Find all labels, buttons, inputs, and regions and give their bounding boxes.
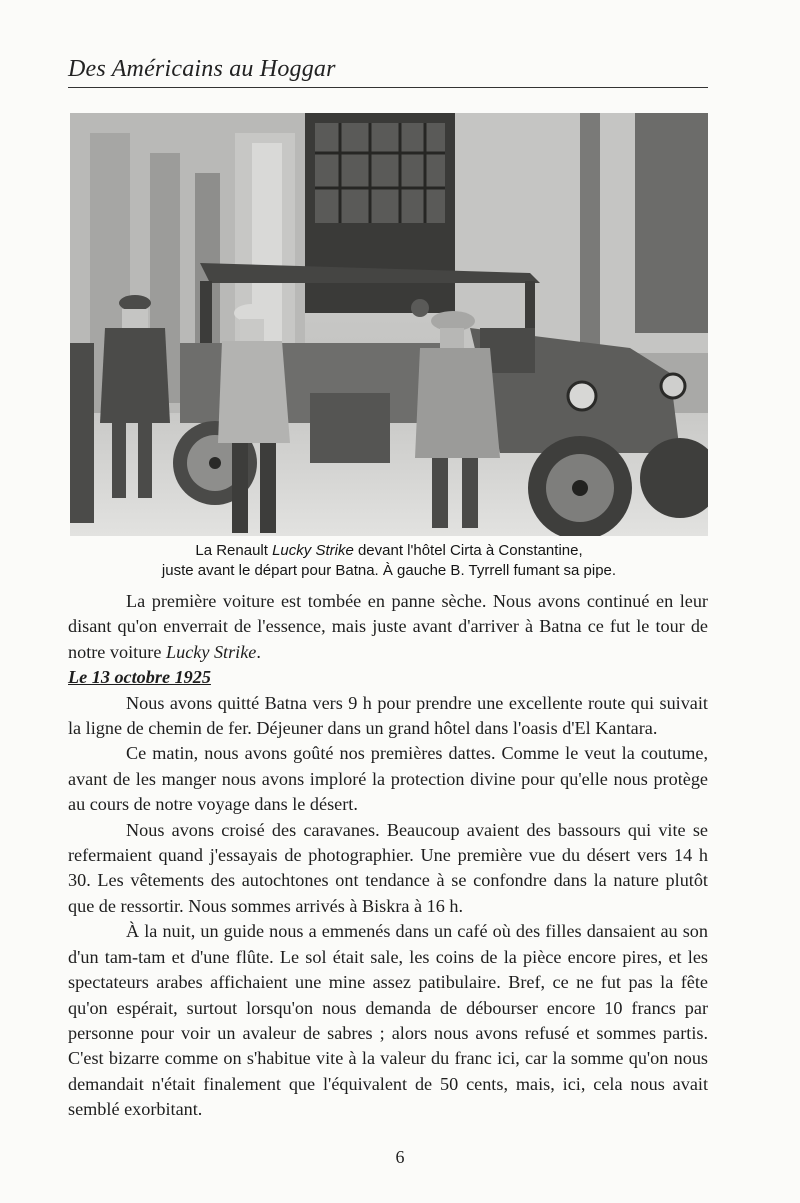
paragraph-text: La première voiture est tombée en panne sèche. Nous avons continué en leur disant qu'on enverrait de l'essence, mais juste avant d'arriver à Batna ce fut le tour de notre voiture [68, 591, 708, 662]
paragraph: Nous avons quitté Batna vers 9 h pour prendre une excellente route qui suivait la ligne de chemin de fer. Déjeuner dans un grand hôtel dans l'oasis d'El Kantara. [68, 692, 708, 739]
body-text [68, 589, 708, 1123]
caption-text: La Renault [195, 542, 273, 559]
page-number: 6 [395, 1147, 405, 1167]
caption-line-1 [70, 541, 708, 561]
paragraph: À la nuit, un guide nous a emmenés dans un café où des filles dansaient au son d'un tam-tam et d'une flûte. Le sol était sale, les coins de la pièce encore pires, et les spectateurs arabes affichaient une mine assez patibulaire. Bref, ce ne fut pas la fête qu'on espérait, surtout lorsqu'on nous demanda de débourser encore 10 francs par personne pour voir un avaleur de sabres ; alors nous avons refusé et sommes partis. C'est bizarre comme on s'habitue vite à la valeur du franc ici, car la somme qu'on nous demandait n'était finalement que l'équivalent de 50 cents, mais, ici, cela nous avait semblé exorbitant. [68, 921, 708, 1120]
running-head: Des Américains au Hoggar [68, 56, 336, 82]
paragraph [68, 589, 708, 665]
caption-text: devant l'hôtel Cirta à Constantine, [353, 542, 583, 559]
historical-photo [70, 113, 708, 536]
caption-car-name: Lucky Strike [272, 542, 354, 559]
paragraph-text: . [256, 641, 261, 662]
car-name: Lucky Strike [165, 641, 257, 662]
caption-line-2: juste avant le départ pour Batna. À gauche B. Tyrrell fumant sa pipe. [161, 562, 617, 579]
paragraph: Nous avons croisé des caravanes. Beaucoup avaient des bassours qui vite se refermaient quand j'essayais de photographier. Une première vue du désert vers 14 h 30. Les vêtements des autochtones ont tendance à se confondre dans la nature plutôt que de ressortir. Nous sommes arrivés à Biskra à 16 h. [68, 819, 708, 916]
date-heading: Le 13 octobre 1925 [68, 667, 211, 688]
photo-caption [70, 541, 708, 581]
paragraph: Ce matin, nous avons goûté nos premières dattes. Comme le veut la coutume, avant de les manger nous avons imploré la protection divine pour qu'elle nous protège au cours de notre voyage dans le désert. [68, 743, 708, 815]
photo-of-vintage-car [70, 113, 708, 536]
header-rule [68, 87, 708, 88]
